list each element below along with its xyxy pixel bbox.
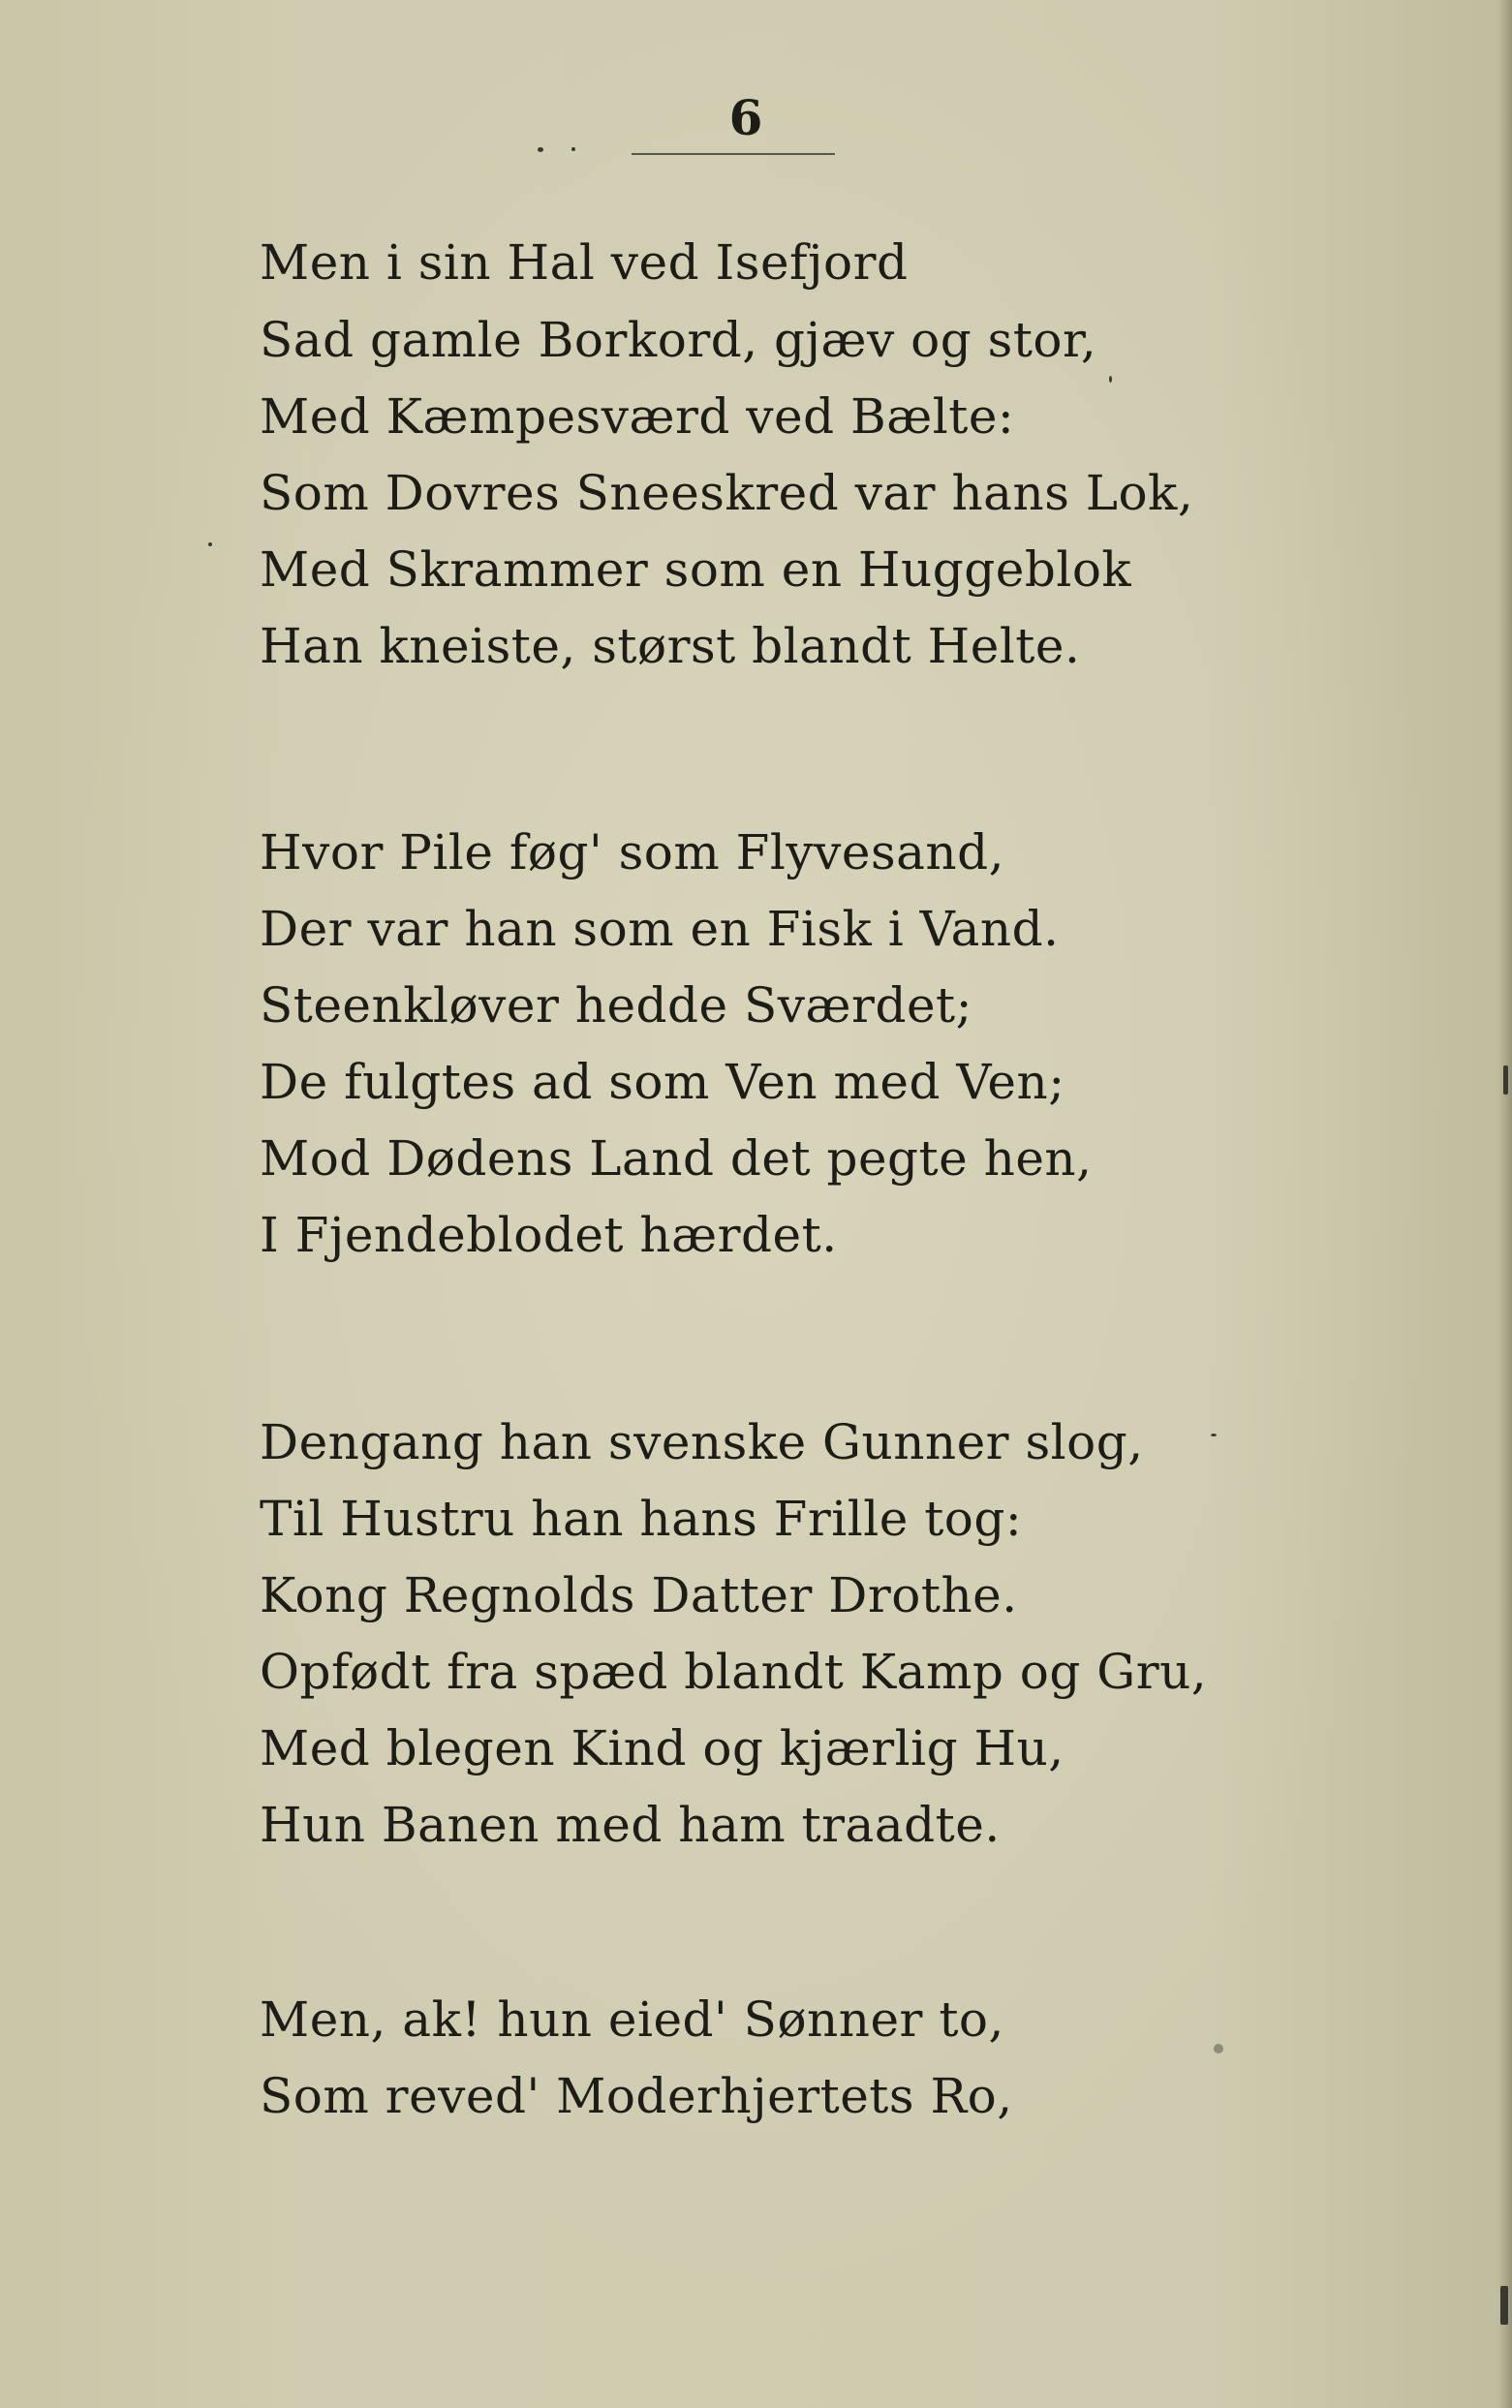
page-edge-shadow <box>1498 0 1512 2408</box>
ink-speck <box>1211 1434 1217 1436</box>
ink-speck <box>538 147 543 152</box>
verse-line: I Fjendeblodet hærdet. <box>260 1207 838 1263</box>
verse-line: Kong Regnolds Datter Drothe. <box>260 1567 1018 1623</box>
verse-line: Der var han som en Fisk i Vand. <box>260 901 1060 957</box>
ink-speck <box>208 542 212 546</box>
verse-line: Han kneiste, størst blandt Helte. <box>260 618 1081 674</box>
verse-line: Steenkløver hedde Sværdet; <box>260 977 972 1034</box>
ink-speck <box>1500 2286 1508 2325</box>
verse-line: Sad gamle Borkord, gjæv og stor, <box>260 312 1097 368</box>
verse-line: Med blegen Kind og kjærlig Hu, <box>260 1720 1065 1776</box>
verse-line: Som reved' Moderhjertets Ro, <box>260 2068 1013 2124</box>
verse-line: De fulgtes ad som Ven med Ven; <box>260 1054 1065 1110</box>
verse-line: Med Skrammer som en Huggeblok <box>260 541 1132 598</box>
ink-speck <box>1214 2044 1223 2053</box>
verse-line: Men i sin Hal ved Isefjord <box>260 234 909 291</box>
verse-line: Til Hustru han hans Frille tog: <box>260 1491 1023 1547</box>
ink-speck <box>1503 1065 1508 1095</box>
verse-line: Hun Banen med ham traadte. <box>260 1797 1001 1853</box>
ink-speck <box>1109 376 1112 383</box>
verse-line: Som Dovres Sneeskred var hans Lok, <box>260 465 1194 521</box>
verse-line: Hvor Pile føg' som Flyvesand, <box>260 824 1005 880</box>
verse-line: Mod Dødens Land det pegte hen, <box>260 1130 1093 1187</box>
ink-speck <box>571 147 575 151</box>
header-rule <box>632 153 835 155</box>
verse-line: Men, ak! hun eied' Sønner to, <box>260 1991 1004 2048</box>
verse-line: Dengang han svenske Gunner slog, <box>260 1414 1144 1470</box>
page-number: 6 <box>728 89 763 146</box>
verse-line: Opfødt fra spæd blandt Kamp og Gru, <box>260 1644 1208 1700</box>
verse-line: Med Kæmpesværd ved Bælte: <box>260 388 1015 445</box>
